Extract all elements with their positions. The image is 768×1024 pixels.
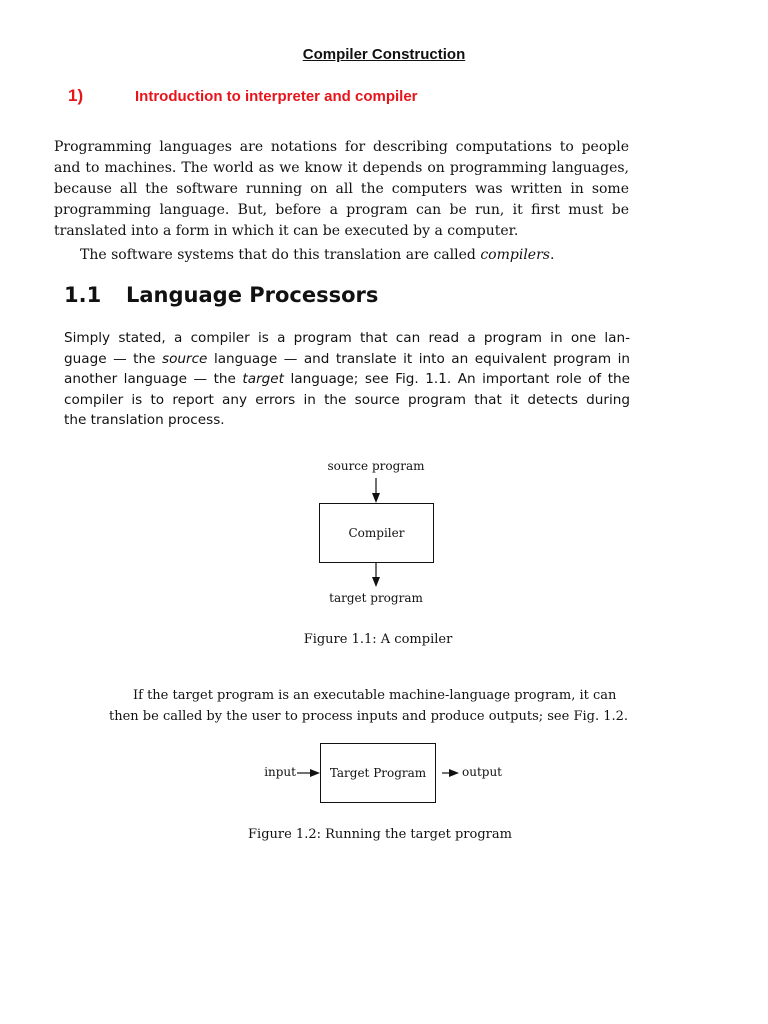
fig1-input-label: source program xyxy=(327,459,425,473)
target-term: target xyxy=(242,371,284,387)
document-title: Compiler Construction xyxy=(302,46,466,63)
intro-paragraph xyxy=(54,137,629,266)
section-title: Introduction to interpreter and compiler xyxy=(135,88,418,105)
lp-line: the translation process. xyxy=(64,412,225,428)
fig2-output-arrow xyxy=(436,767,460,779)
compilers-term: compilers xyxy=(480,247,550,263)
lp-text: language; see Fig. 1.1. An important role of the xyxy=(283,371,631,387)
subsection-heading xyxy=(64,283,378,307)
lp-line xyxy=(64,349,630,370)
fig2-output-label: output xyxy=(462,765,503,779)
section-number: 1) xyxy=(68,86,84,105)
source-term: source xyxy=(161,350,208,367)
subsection-title: Language Processors xyxy=(126,283,379,307)
lp-line xyxy=(64,369,630,390)
lp-line: Simply stated, a compiler is a program that can read a program in one lan- xyxy=(64,330,630,346)
intro-line: programming language. But, before a program can be run, it first must be xyxy=(54,202,629,218)
para3-line1: If the target program is an executable machine-language program, it can xyxy=(133,688,617,703)
subsection-number: 1.1 xyxy=(64,283,102,307)
intro-line: Programming languages are notations for describing computations to people xyxy=(54,139,629,155)
fig2-input-arrow xyxy=(297,767,321,779)
lp-text: language — and translate it into an equivalent program in xyxy=(207,350,630,367)
lp-text: guage — the xyxy=(64,350,162,367)
intro-line-compilers xyxy=(54,245,629,266)
target-program-box: Target Program xyxy=(320,743,436,803)
compiler-box: Compiler xyxy=(319,503,434,563)
language-processors-paragraph xyxy=(64,328,630,431)
figure1-caption: Figure 1.1: A compiler xyxy=(303,632,453,647)
fig1-output-label: target program xyxy=(329,591,423,605)
para3-line2: then be called by the user to process inputs and produce outputs; see Fig. 1.2. xyxy=(109,709,629,724)
fig2-input-label: input xyxy=(264,765,296,779)
intro-line: because all the software running on all the computers was written in some xyxy=(54,181,629,197)
intro-line: translated into a form in which it can be executed by a computer. xyxy=(54,223,519,239)
intro-text-end: . xyxy=(549,247,555,263)
intro-text: The software systems that do this translation are called xyxy=(80,247,481,263)
intro-line: and to machines. The world as we know it depends on programming languages, xyxy=(54,160,629,176)
lp-line: compiler is to report any errors in the source program that it detects during xyxy=(64,391,630,408)
lp-text: another language — the xyxy=(64,371,243,387)
fig1-input-arrow xyxy=(370,478,382,504)
fig1-output-arrow xyxy=(370,563,382,589)
figure2-caption: Figure 1.2: Running the target program xyxy=(248,827,512,842)
